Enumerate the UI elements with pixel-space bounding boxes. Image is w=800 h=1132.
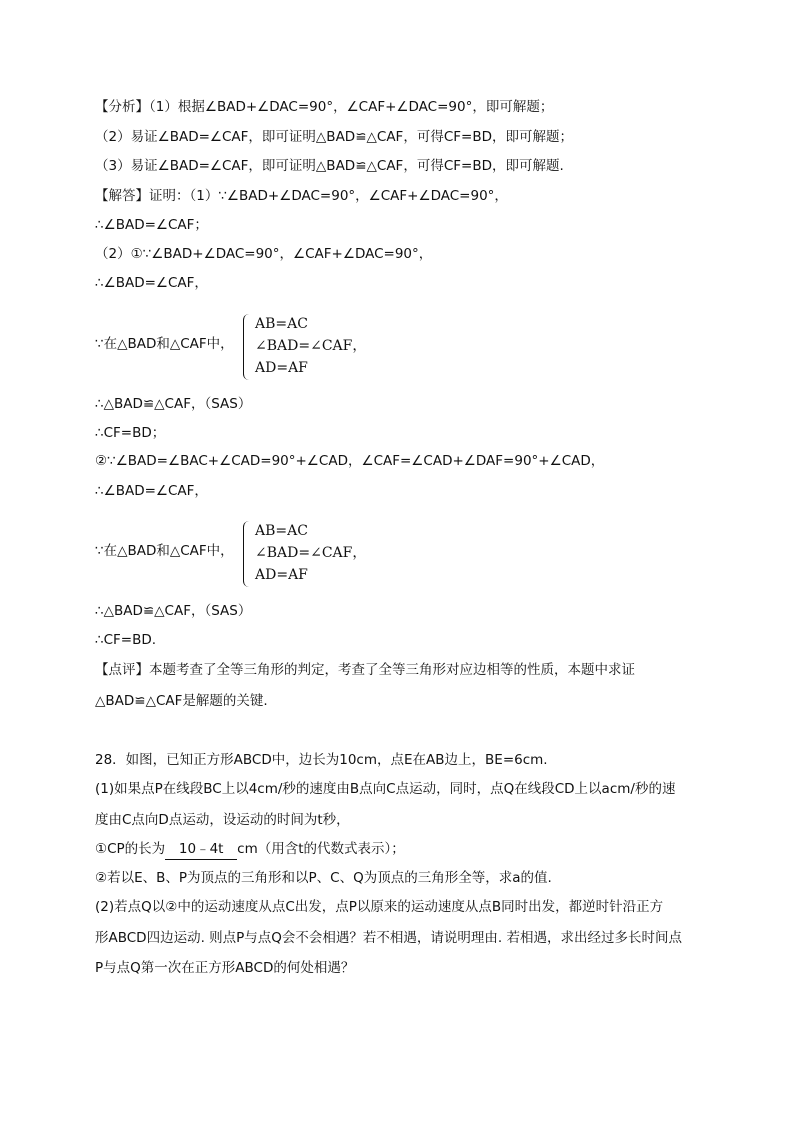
equation: AD=AF [255,567,308,583]
solution-line: 【解答】证明：（1）∵∠BAD+∠DAC=90°，∠CAF+∠DAC=90°， [95,188,508,204]
system-label: ∵在△BAD和△CAF中， [95,543,234,559]
solution-line: ∴CF=BD； [95,425,166,441]
question-line: P与点Q第一次在正方形ABCD的何处相遇？ [95,960,355,976]
question-line: 28．如图，已知正方形ABCD中，边长为10cm，点E在AB边上，BE=6cm. [95,752,548,768]
question-line: 形ABCD四边运动. 则点P与点Q会不会相遇？若不相遇，请说明理由. 若相遇，求出经过多长时间点 [95,930,683,946]
solution-line: （2）①∵∠BAD+∠DAC=90°，∠CAF+∠DAC=90°， [95,246,433,262]
left-brace [243,314,252,380]
question-line: (2)若点Q以②中的运动速度从点C出发，点P以原来的运动速度从点B同时出发，都逆时针沿正方 [95,899,664,915]
system-label: ∵在△BAD和△CAF中， [95,336,234,352]
solution-line: ∴△BAD≌△CAF，（SAS） [95,396,252,412]
question-line: 度由C点向D点运动，设运动的时间为t秒， [95,812,350,828]
equation: AB=AC [255,316,308,332]
question-text: cm（用含t的代数式表示）； [237,841,405,857]
answer-blank: 10﹣4t [165,839,237,860]
question-line [95,839,405,860]
equation: AB=AC [255,523,308,539]
comment-line: 【点评】本题考查了全等三角形的判定，考查了全等三角形对应边相等的性质，本题中求证 [95,662,635,678]
solution-line: ∴∠BAD=∠CAF， [95,483,208,499]
question-text: ①CP的长为 [95,841,166,857]
solution-line: ②∵∠BAD=∠BAC+∠CAD=90°+∠CAD，∠CAF=∠CAD+∠DAF=90°+∠CAD， [95,453,605,469]
solution-line: ∴CF=BD. [95,632,157,648]
analysis-line: （2）易证∠BAD=∠CAF，即可证明△BAD≌△CAF，可得CF=BD，即可解题； [95,129,573,145]
solution-line: ∴∠BAD=∠CAF； [95,217,208,233]
question-line: (1)如果点P在线段BC上以4cm/秒的速度由B点向C点运动，同时，点Q在线段CD上以acm/秒的速 [95,781,676,797]
equation: ∠BAD=∠CAF， [255,338,367,354]
equation: ∠BAD=∠CAF， [255,545,367,561]
left-brace [243,521,252,587]
comment-line: △BAD≌△CAF是解题的关键. [95,693,268,709]
solution-line: ∴∠BAD=∠CAF， [95,275,208,291]
analysis-line: 【分析】（1）根据∠BAD+∠DAC=90°，∠CAF+∠DAC=90°，即可解题； [95,99,554,115]
analysis-line: （3）易证∠BAD=∠CAF，即可证明△BAD≌△CAF，可得CF=BD，即可解题. [95,158,564,174]
solution-line: ∴△BAD≌△CAF，（SAS） [95,603,252,619]
question-line: ②若以E、B、P为顶点的三角形和以P、C、Q为顶点的三角形全等，求a的值. [95,870,552,886]
equation: AD=AF [255,360,308,376]
